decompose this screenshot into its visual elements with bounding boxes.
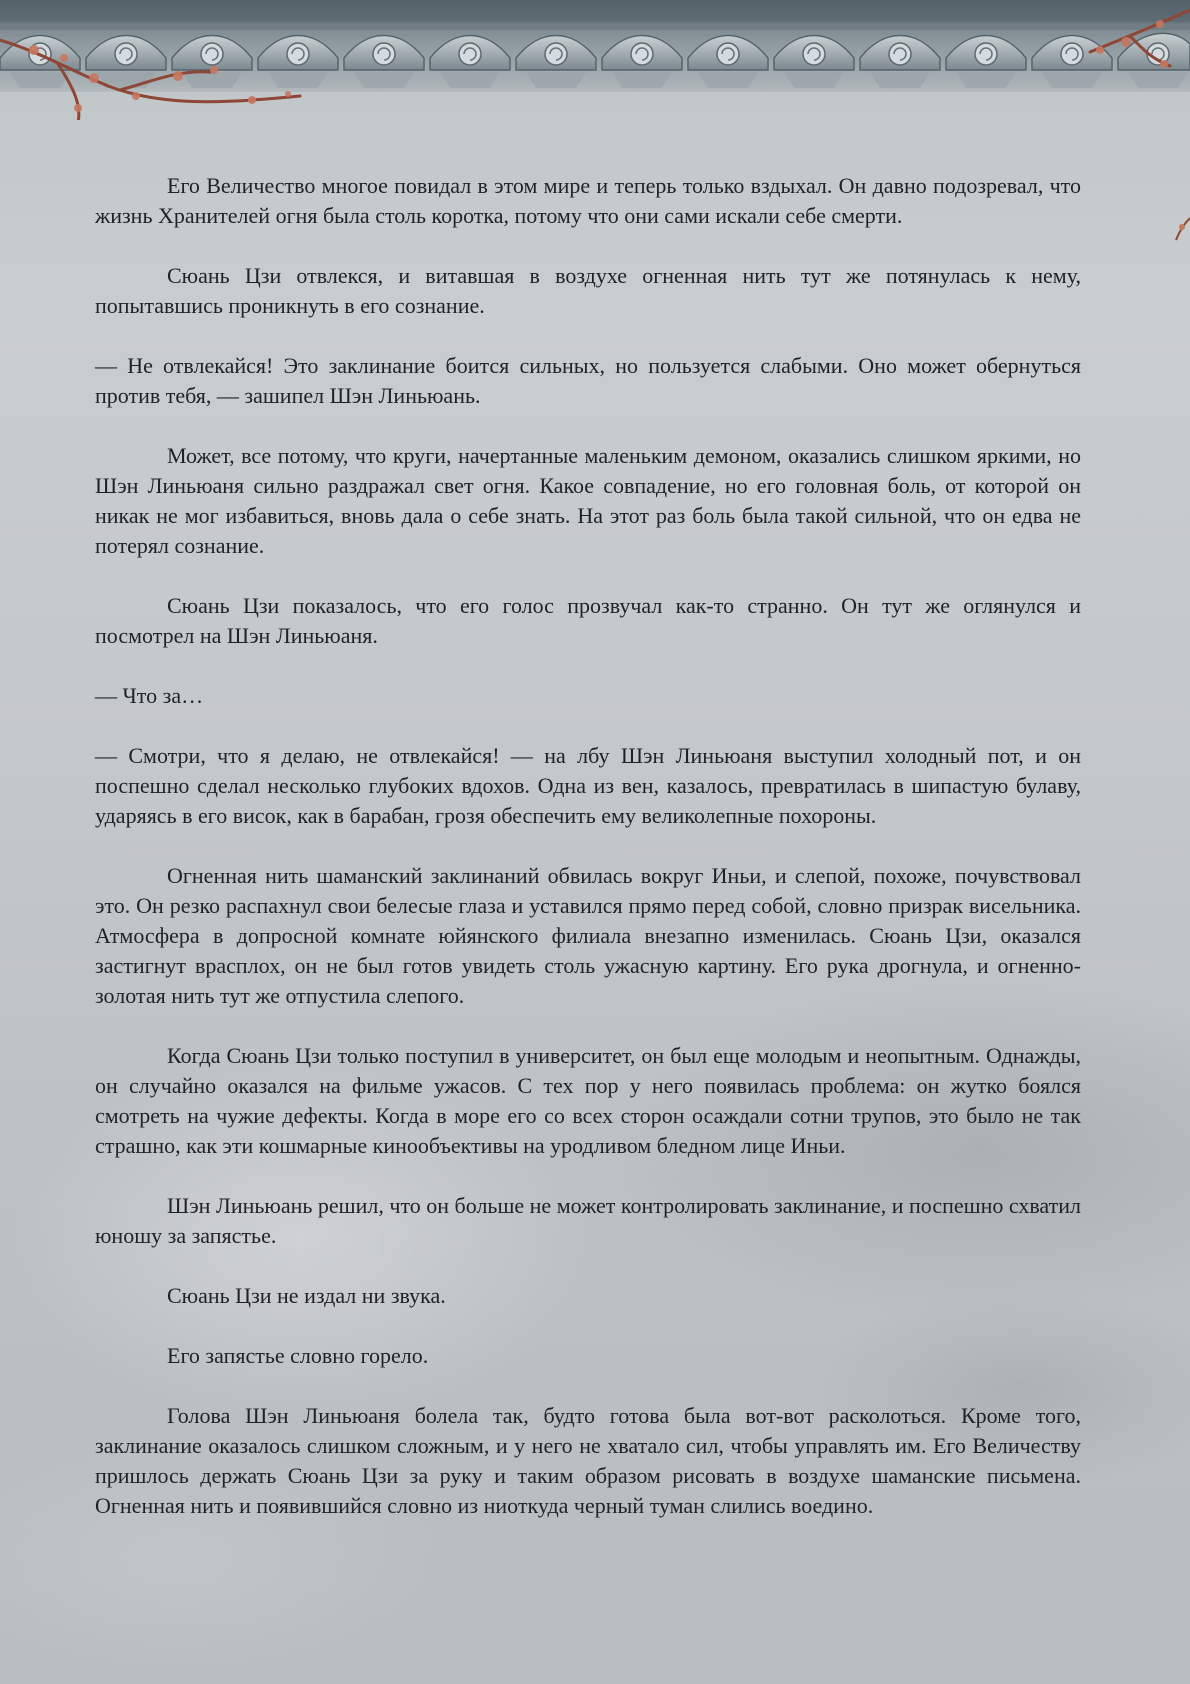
paragraph: Огненная нить шаманский заклинаний обвилась вокруг Иньи, и слепой, похоже, почувствовал это. Он резко распахнул свои белесые глаза и уставился прямо перед собой, словно призрак висельника. Атмосфера в допросной комнате юйянского филиала внезапно изменилась. Сюань Цзи, оказался застигнут врасплох, он не был готов увидеть столь ужасную картину. Его рука дрогнула, и огненно-золотая нить тут же отпустила слепого. <box>95 863 1081 1008</box>
paragraph: Голова Шэн Линьюаня болела так, будто готова была вот-вот расколоться. Кроме того, заклинание оказалось слишком сложным, и у него не хватало сил, чтобы управлять им. Его Величеству пришлось держать Сюань Цзи за руку и таким образом рисовать в воздухе шаманские письмена. Огненная нить и появившийся словно из ниоткуда черный туман слились воедино. <box>95 1403 1081 1518</box>
paragraph: Сюань Цзи показалось, что его голос прозвучал как-то странно. Он тут же оглянулся и посмотрел на Шэн Линьюаня. <box>95 593 1081 648</box>
paragraph: Его Величество многое повидал в этом мире и теперь только вздыхал. Он давно подозревал, что жизнь Хранителей огня была столь коротка, потому что они сами искали себе смерти. <box>95 173 1081 228</box>
document-body <box>95 171 1081 1521</box>
paragraph: Сюань Цзи отвлекся, и витавшая в воздухе огненная нить тут же потянулась к нему, попытавшись проникнуть в его сознание. <box>95 263 1081 318</box>
paragraph: Может, все потому, что круги, начертанные маленьким демоном, оказались слишком яркими, но Шэн Линьюаня сильно раздражал свет огня. Какое совпадение, но его головная боль, от которой он никак не мог избавиться, вновь дала о себе знать. На этот раз боль была такой сильной, что он едва не потерял сознание. <box>95 443 1081 558</box>
paragraph: Когда Сюань Цзи только поступил в университет, он был еще молодым и неопытным. Однажды, он случайно оказался на фильме ужасов. С тех пор у него появилась проблема: он жутко боялся смотреть на чужие дефекты. Когда в море его со всех сторон осаждали сотни трупов, это было не так страшно, как эти кошмарные кинообъективы на уродливом бледном лице Иньи. <box>95 1043 1081 1158</box>
paragraph: Его запястье словно горело. <box>167 1343 429 1368</box>
blossom-branch-icon <box>1174 212 1190 244</box>
dialogue-paragraph: — Смотри, что я делаю, не отвлекайся! — на лбу Шэн Линьюаня выступил холодный пот, и он поспешно сделал несколько глубоких вдохов. Одна из вен, казалось, превратилась в шипастую булаву, ударяясь в его висок, как в барабан, грозя обеспечить ему великолепные похороны. <box>95 743 1081 828</box>
dialogue-paragraph: — Что за… <box>95 683 204 708</box>
roof-tiles-illustration <box>0 0 1190 120</box>
dialogue-paragraph: — Не отвлекайся! Это заклинание боится сильных, но пользуется слабыми. Оно может обернуться против тебя, — зашипел Шэн Линьюань. <box>95 353 1081 408</box>
paragraph: Сюань Цзи не издал ни звука. <box>167 1283 446 1308</box>
paragraph: Шэн Линьюань решил, что он больше не может контролировать заклинание, и поспешно схватил юношу за запястье. <box>95 1193 1081 1248</box>
